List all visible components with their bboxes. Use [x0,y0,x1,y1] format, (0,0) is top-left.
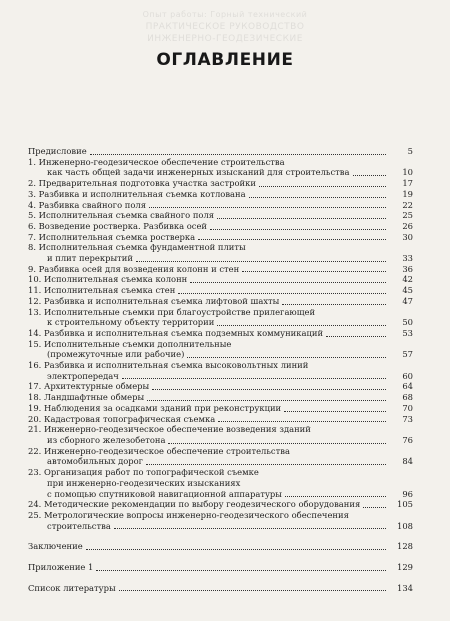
toc-entry-line: 8. Исполнительная съемка фундаментной плиты [28,242,246,253]
toc-entry[interactable] [28,499,413,510]
toc-entry-title: 9. Разбивка осей для возведения колонн и стен [28,263,240,274]
toc-entry[interactable] [28,381,413,392]
toc-entry-page: 128 [397,541,413,552]
dot-leader [198,238,386,240]
toc-entry-title: 20. Кадастровая топографическая съемка [28,413,216,424]
toc-entry-page: 134 [397,582,413,593]
toc-entry-line: при инженерно-геодезических изысканиях [47,477,241,488]
toc-entry-page: 45 [402,285,413,296]
page-title: ОГЛАВЛЕНИЕ [156,50,294,70]
dot-leader [217,324,386,326]
dot-leader [114,527,386,529]
toc-entry-page: 30 [402,231,413,242]
toc-entry[interactable] [28,253,413,264]
toc-entry[interactable] [28,317,413,328]
toc-entry[interactable] [28,167,413,178]
dot-leader [285,495,386,497]
toc-entry[interactable] [28,200,413,211]
toc-entry-title: с помощью спутниковой навигационной аппаратуры [47,488,282,499]
dot-leader [363,506,386,508]
toc-entry-page: 64 [402,381,413,392]
toc-entry-title: (промежуточные или рабочие) [47,349,185,360]
toc-entry-page: 19 [402,188,413,199]
toc-entry[interactable] [28,264,413,275]
dot-leader [210,228,386,230]
toc-entry-page: 96 [402,488,413,499]
toc-entry-line: 16. Разбивка и исполнительная съемка высоковольтных линий [28,360,309,371]
dot-leader [326,335,386,337]
section-gap [28,552,413,562]
toc-entry-title: 2. Предварительная подготовка участка застройки [28,178,256,189]
toc-entry[interactable] [28,541,413,552]
toc-entry-page: 60 [402,370,413,381]
toc-entry[interactable] [28,210,413,221]
dot-leader [217,217,386,219]
toc-entry[interactable] [28,414,413,425]
toc-entry-page: 50 [402,317,413,328]
toc-entry[interactable] [28,146,413,157]
toc-entry[interactable] [28,521,413,532]
dot-leader [242,270,386,272]
toc-entry-title: 7. Исполнительная съемка ростверка [28,231,196,242]
toc-entry-title: 5. Исполнительная съемка свайного поля [28,210,215,221]
dot-leader [249,196,386,198]
toc-entry-page: 33 [402,253,413,264]
dot-leader [168,442,386,444]
section-gap [28,573,413,583]
toc-entry-title: 14. Разбивка и исполнительная съемка подземных коммуникаций [28,327,324,338]
toc-entry-page: 57 [402,349,413,360]
toc-entry-page: 42 [402,274,413,285]
toc-entry-title: 17. Архитектурные обмеры [28,381,150,392]
toc-entry[interactable] [28,178,413,189]
dot-leader [187,356,386,358]
toc-entry[interactable] [28,232,413,243]
toc-entry-page: 22 [402,199,413,210]
toc-entry[interactable] [28,583,413,594]
toc-entry[interactable] [28,489,413,500]
dot-leader [86,548,386,550]
toc-entry-title: к строительному объекту территории [47,317,215,328]
toc-entry[interactable] [28,392,413,403]
toc-entry[interactable] [28,403,413,414]
toc-entry-title: из сборного железобетона [47,434,166,445]
toc-entry-title: строительства [47,520,111,531]
toc-entry-page: 76 [402,434,413,445]
dot-leader [152,388,386,390]
dot-leader [284,410,386,412]
toc-entry-title: 18. Ландшафтные обмеры [28,392,145,403]
toc-entry-title: автомобильных дорог [47,456,144,467]
toc-entry-title: как часть общей задачи инженерных изысканий для строительства [47,167,350,178]
toc-entry-page: 53 [402,327,413,338]
toc-entry-title: 19. Наблюдения за осадками зданий при реконструкции [28,402,282,413]
section-gap [28,531,413,541]
bleed-through-text-1: Опыт работы: Горный технический [142,10,308,19]
toc-entry-title: Заключение [28,541,83,552]
toc-entry[interactable] [28,274,413,285]
toc-entry-page: 73 [402,413,413,424]
toc-entry[interactable] [28,285,413,296]
toc-entry-line: 15. Исполнительные съемки дополнительные [28,338,232,349]
toc-entry[interactable] [28,349,413,360]
toc-entry-page: 105 [397,499,413,510]
toc-entry[interactable] [28,296,413,307]
toc-entry-page: 129 [397,562,413,573]
toc-entry-title: Список литературы [28,582,116,593]
toc-entry-page: 17 [402,178,413,189]
toc-entry-page: 25 [402,210,413,221]
toc-entry[interactable] [28,189,413,200]
toc-entry-page: 84 [402,456,413,467]
dot-leader [119,589,386,591]
toc-entry-title: 10. Исполнительная съемка колонн [28,274,188,285]
bleed-through-text-2: ПРАКТИЧЕСКОЕ РУКОВОДСТВО [145,22,305,32]
toc-entry-title: 11. Исполнительная съемка стен [28,285,176,296]
toc-entry-title: Предисловие [28,146,87,156]
toc-entry-page: 10 [402,167,413,178]
toc-entry-title: 6. Возведение ростверка. Разбивка осей [28,220,207,231]
toc-entry-page: 5 [407,146,413,156]
toc-entry[interactable] [28,562,413,573]
toc-entry[interactable] [28,221,413,232]
toc-entry[interactable] [28,435,413,446]
toc-entry-line: 22. Инженерно-геодезическое обеспечение строительства [28,445,290,456]
toc-entry-page: 26 [402,220,413,231]
dot-leader [147,399,386,401]
dot-leader [136,260,386,262]
toc-entry-page: 36 [402,263,413,274]
dot-leader [149,206,386,208]
dot-leader [178,292,386,294]
toc-entry-title: 12. Разбивка и исполнительная съемка лифтовой шахты [28,295,280,306]
dot-leader [96,569,386,571]
toc-entry-title: 3. Разбивка и исполнительная съемка котлована [28,188,246,199]
toc-entry-page: 70 [402,402,413,413]
toc-entry-line: 23. Организация работ по топографической съемке [28,467,259,478]
toc-entry[interactable] [28,371,413,382]
toc-entry-line: 21. Инженерно-геодезическое обеспечение возведения зданий [28,424,311,435]
toc-entry[interactable] [28,328,413,339]
dot-leader [122,377,386,379]
dot-leader [218,420,386,422]
toc-entry[interactable] [28,456,413,467]
dot-leader [353,174,387,176]
dot-leader [146,463,386,465]
dot-leader [190,281,386,283]
dot-leader [90,153,386,155]
bleed-through-text-3: ИНЖЕНЕРНО-ГЕОДЕЗИЧЕСКИЕ [147,34,303,44]
dot-leader [259,185,386,187]
toc-entry-line: 13. Исполнительные съемки при благоустройстве прилегающей [28,306,316,317]
toc-entry-page: 108 [397,520,413,531]
table-of-contents [28,146,413,593]
toc-entry-page: 68 [402,392,413,403]
toc-entry-title: электропередач [47,370,119,381]
toc-entry-title: и плит перекрытий [47,253,133,264]
toc-entry-line: 1. Инженерно-геодезическое обеспечение строительства [28,156,285,167]
toc-entry-line: 25. Метрологические вопросы инженерно-геодезического обеспечения [28,509,349,520]
dot-leader [282,303,386,305]
toc-entry-title: Приложение 1 [28,562,94,573]
toc-entry-page: 47 [402,295,413,306]
toc-entry-title: 24. Методические рекомендации по выбору геодезического оборудования [28,499,361,510]
toc-entry-title: 4. Разбивка свайного поля [28,199,147,210]
